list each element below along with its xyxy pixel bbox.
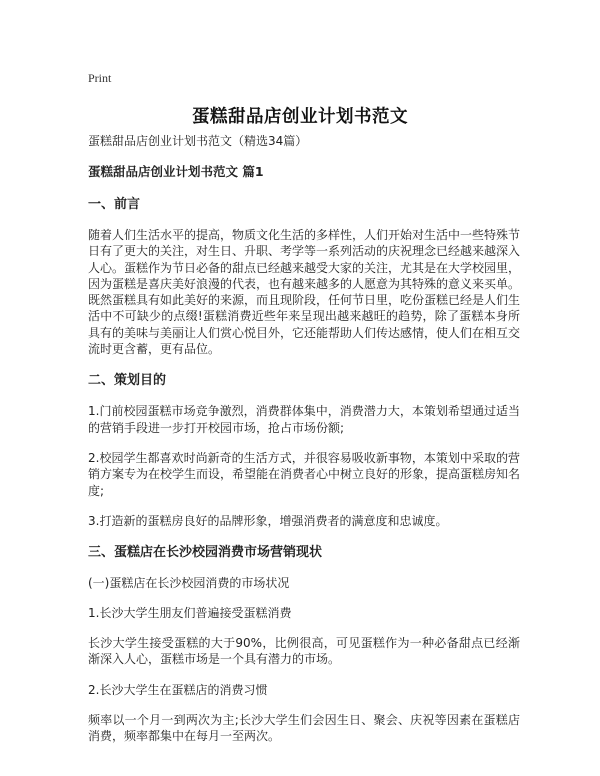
market-point-1-heading: 1.长沙大学生朋友们普遍接受蛋糕消费 bbox=[88, 606, 292, 621]
document-body bbox=[88, 133, 520, 758]
purpose-paragraph-3: 3.打造新的蛋糕房良好的品牌形象，增强消费者的满意度和忠诚度。 bbox=[88, 513, 448, 528]
document-title: 蛋糕甜品店创业计划书范文 bbox=[192, 107, 408, 127]
market-subsection-heading: (一)蛋糕店在长沙校园消费的市场状况 bbox=[88, 576, 290, 591]
market-point-2-paragraph: 频率以一个月一到两次为主;长沙大学生们会因生日、聚会、庆祝等因素在蛋糕店消费，频率都集中在每月一至两次。 bbox=[88, 712, 520, 744]
article-title: 蛋糕甜品店创业计划书范文 篇1 bbox=[88, 164, 264, 179]
print-link[interactable]: Print bbox=[88, 71, 112, 85]
market-point-2-heading: 2.长沙大学生在蛋糕店的消费习惯 bbox=[88, 682, 268, 697]
section-heading-purpose: 二、策划目的 bbox=[88, 373, 167, 389]
purpose-paragraph-2: 2.校园学生都喜欢时尚新奇的生活方式，并很容易吸收新事物，本策划中采取的营销方案专为在校学生而设，希望能在消费者心中树立良好的形象，提高蛋糕房知名度; bbox=[88, 450, 521, 498]
document-subtitle: 蛋糕甜品店创业计划书范文（精选34篇） bbox=[88, 134, 308, 148]
purpose-paragraph-1: 1.门前校园蛋糕市场竞争激烈，消费群体集中，消费潜力大，本策划希望通过适当的营销手段进一步打开校园市场，抢占市场份额; bbox=[88, 404, 520, 435]
section-heading-market-status: 三、蛋糕店在长沙校园消费市场营销现状 bbox=[88, 545, 323, 561]
preface-paragraph: 随着人们生活水平的提高，物质文化生活的多样性，人们开始对生活中一些特殊节日有了更大的关注，对生日、升职、考学等一系列活动的庆祝理念已经越来越深入人心。蛋糕作为节日必备的甜点已经越来越受大家的关注，尤其是在大学校园里，因为蛋糕是喜庆美好浪漫的代表，也有越来越多的人愿意为其特殊的意义来买单。既然蛋糕具有如此美好的来源，而且现阶段，任何节日里，吃份蛋糕已经是人们生活中不可缺少的点缀!蛋糕消费近些年来呈现出越来越旺的趋势，除了蛋糕本身所具有的美味与美丽让人们赏心悦目外，它还能帮助人们传达感情，使人们在相互交流时更含蓄，更有品位。 bbox=[88, 228, 521, 357]
section-heading-preface: 一、前言 bbox=[88, 197, 141, 212]
market-point-1-paragraph: 长沙大学生接受蛋糕的大于90%，比例很高，可见蛋糕作为一种必备甜点已经渐渐深入人心，蛋糕市场是一个具有潜力的市场。 bbox=[88, 636, 520, 667]
